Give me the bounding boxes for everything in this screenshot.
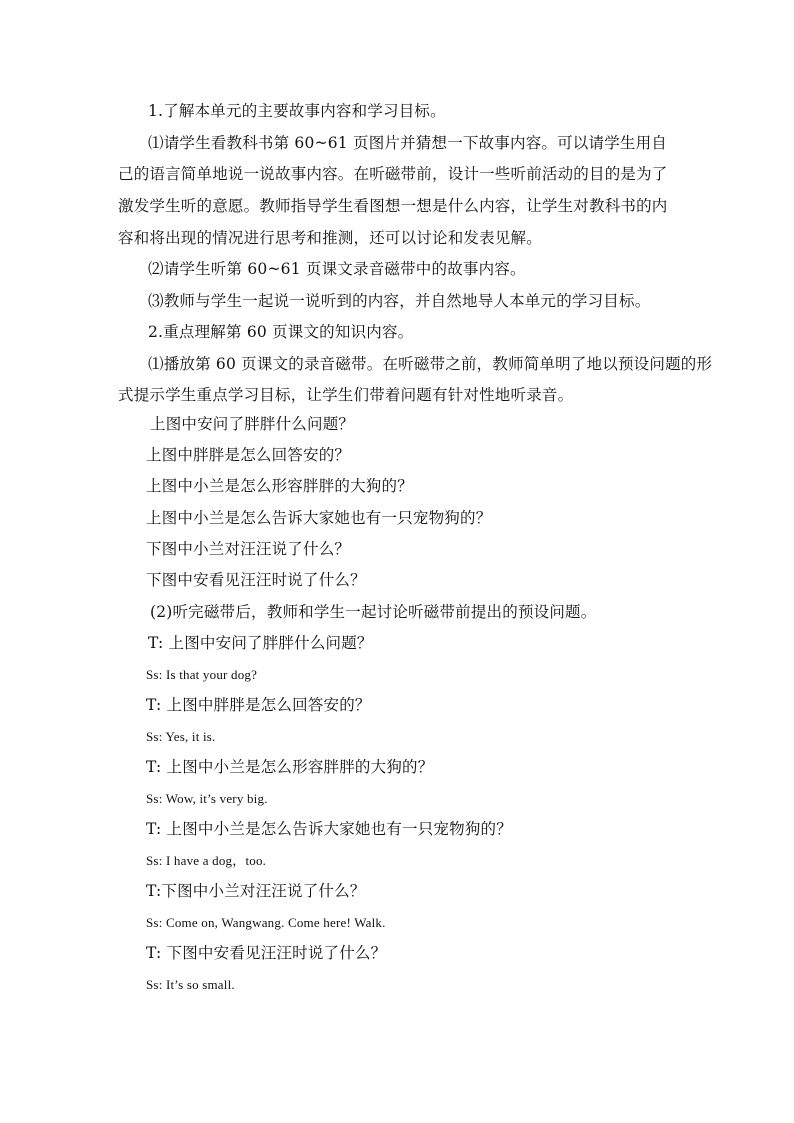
paragraph-line: ⑵请学生听第 60~61 页课文录音磁带中的故事内容。 xyxy=(148,260,526,278)
heading-2: 2.重点理解第 60 页课文的知识内容。 xyxy=(148,323,414,341)
dialogue-teacher: T:下图中小兰对汪汪说了什么？ xyxy=(146,882,366,900)
dialogue-student: Ss: Yes, it is. xyxy=(146,729,216,744)
dialogue-student: Ss: Come on, Wangwang. Come here! Walk. xyxy=(146,915,386,930)
dialogue-student: Ss: I have a dog，too. xyxy=(146,853,267,868)
question-line: 下图中小兰对汪汪说了什么？ xyxy=(146,540,351,558)
dialogue-teacher: T: 上图中胖胖是怎么回答安的？ xyxy=(146,696,371,714)
paragraph-line: ⑴请学生看教科书第 60~61 页图片并猜想一下故事内容。可以请学生用自 xyxy=(148,134,667,152)
paragraph-line: (2)听完磁带后，教师和学生一起讨论听磁带前提出的预设问题。 xyxy=(150,603,597,621)
paragraph-line: 己的语言简单地说一说故事内容。在听磁带前，设计一些听前活动的目的是为了 xyxy=(118,165,668,183)
question-line: 下图中安看见汪汪时说了什么？ xyxy=(146,571,366,589)
dialogue-student: Ss: It’s so small. xyxy=(146,977,235,992)
dialogue-student: Ss: Is that your dog? xyxy=(146,667,258,682)
paragraph-line: 激发学生听的意愿。教师指导学生看图想一想是什么内容，让学生对教科书的内 xyxy=(118,197,668,215)
heading-1: 1.了解本单元的主要故事内容和学习目标。 xyxy=(148,102,446,120)
dialogue-student: Ss: Wow, it’s very big. xyxy=(146,791,268,806)
question-line: 上图中小兰是怎么形容胖胖的大狗的？ xyxy=(146,477,413,495)
question-line: 上图中安问了胖胖什么问题？ xyxy=(150,415,355,433)
question-line: 上图中小兰是怎么告诉大家她也有一只宠物狗的？ xyxy=(146,509,492,527)
dialogue-teacher: T: 上图中小兰是怎么告诉大家她也有一只宠物狗的？ xyxy=(146,820,512,838)
dialogue-teacher: T: 上图中安问了胖胖什么问题？ xyxy=(148,634,373,652)
question-line: 上图中胖胖是怎么回答安的？ xyxy=(146,446,351,464)
paragraph-line: ⑶教师与学生一起说一说听到的内容，并自然地导人本单元的学习目标。 xyxy=(148,292,651,310)
dialogue-teacher: T: 上图中小兰是怎么形容胖胖的大狗的？ xyxy=(146,758,434,776)
paragraph-line: 式提示学生重点学习目标，让学生们带着问题有针对性地听录音。 xyxy=(118,386,574,404)
paragraph-line: ⑴播放第 60 页课文的录音磁带。在听磁带之前，教师简单明了地以预设问题的形 xyxy=(148,355,713,373)
paragraph-line: 容和将出现的情况进行思考和推测，还可以讨论和发表见解。 xyxy=(118,229,542,247)
dialogue-teacher: T: 下图中安看见汪汪时说了什么？ xyxy=(146,944,387,962)
